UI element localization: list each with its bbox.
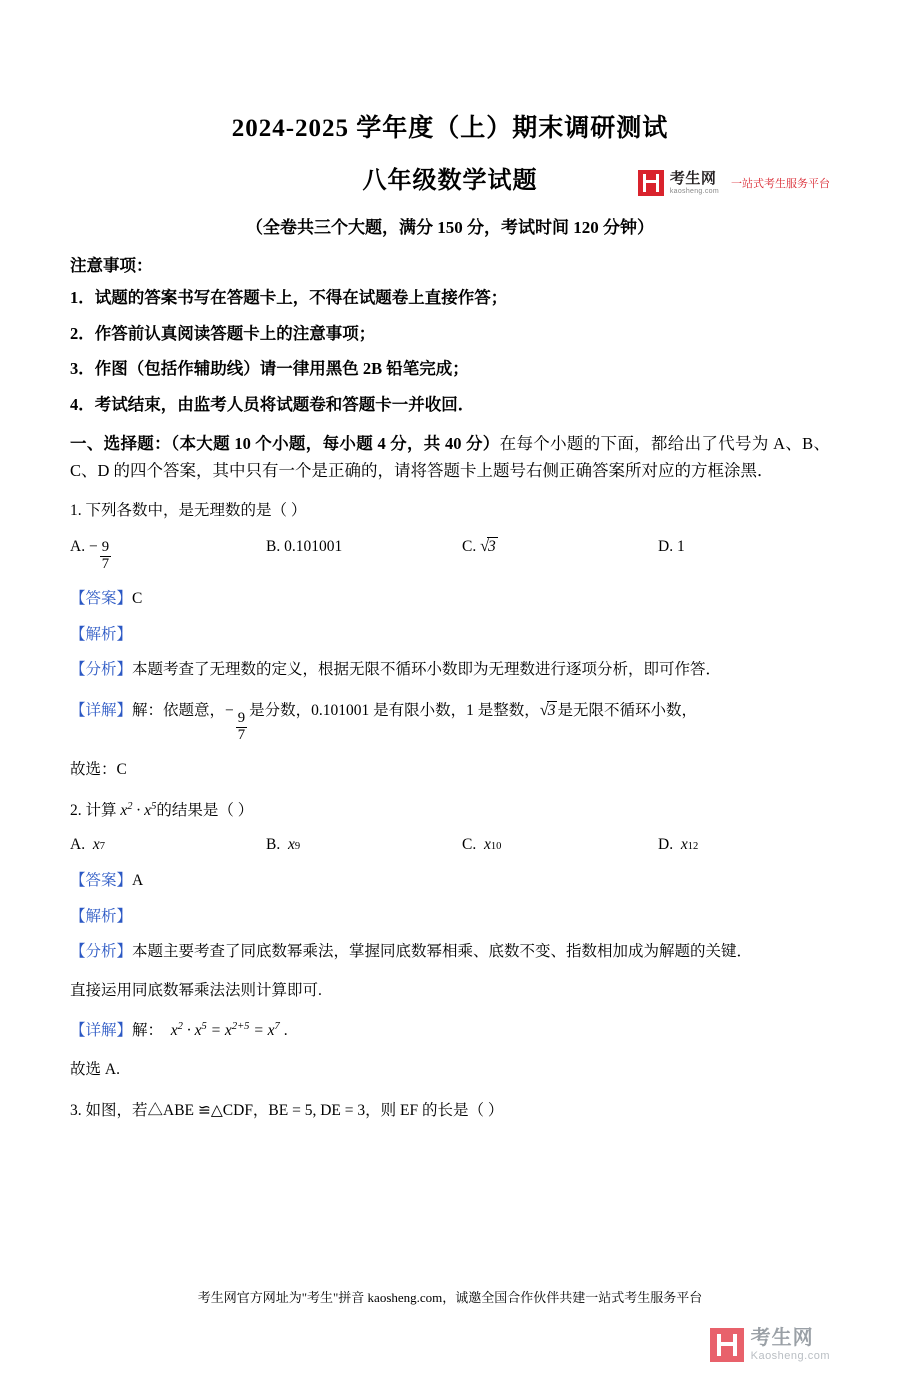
section-one-lead-regular: 在每个小题的下面，都给出了代号为 A、B、C、D 的四个答案，其中只有一个是正确的，请将答题卡上题号右侧正确答案所对应的方框涂黑． <box>70 433 831 480</box>
xiangjie-fraction-sign: − <box>225 701 234 719</box>
option-b-exponent: 9 <box>294 841 301 853</box>
xiangjie-mid-2: 是无限不循环小数， <box>557 701 697 719</box>
option-d-base: x <box>680 836 688 854</box>
xiangjie-fraction <box>236 711 247 744</box>
xiangjie-tag: 【详解】 <box>70 701 133 719</box>
document-page <box>0 108 900 1380</box>
xiangjie-tag: 【详解】 <box>70 1021 133 1039</box>
question-2-answer <box>70 868 830 890</box>
answer-value: A <box>132 872 144 890</box>
option-b-label: B. <box>266 537 281 555</box>
question-1-options <box>70 537 830 573</box>
notice-heading: 注意事项： <box>70 256 153 275</box>
question-2-conclusion: 故选 A. <box>70 1061 120 1079</box>
option-b-base: x <box>287 836 295 854</box>
answer-tag: 【答案】 <box>70 872 133 890</box>
brand-name: 考生网 <box>669 170 717 187</box>
analysis-tag: 【解析】 <box>70 626 133 644</box>
xiangjie-mid-1: 是分数，0.101001 是有限小数，1 是整数， <box>249 701 540 719</box>
notice-item: 1．试题的答案书写在答题卡上，不得在试题卷上直接作答； <box>70 288 508 307</box>
option-a-fraction <box>100 540 111 573</box>
exam-meta: （全卷共三个大题，满分 150 分，考试时间 120 分钟） <box>246 218 654 237</box>
option-b-label: B. <box>266 836 281 854</box>
analysis-tag: 【解析】 <box>70 908 133 926</box>
option-c-base: x <box>483 836 491 854</box>
option-a-sign: − <box>88 537 98 555</box>
brand-domain: kaosheng.com <box>669 188 719 195</box>
radical-sign: √ <box>539 700 549 719</box>
question-2-option-c <box>462 836 658 854</box>
question-1-fenxi <box>70 657 830 683</box>
answer-tag: 【答案】 <box>70 590 133 608</box>
question-2-option-d <box>658 836 808 854</box>
section-one-lead <box>70 431 830 484</box>
fenxi-tag: 【分析】 <box>70 943 133 961</box>
radical-sign: √ <box>480 536 490 555</box>
question-1-analysis-tag <box>70 622 830 644</box>
header-brand-text <box>670 171 719 195</box>
question-2-fenxi-2: 直接运用同底数幂乘法法则计算即可. <box>70 982 322 1000</box>
notice-item: 2．作答前认真阅读答题卡上的注意事项； <box>70 323 376 343</box>
question-1-option-b <box>266 538 462 556</box>
kaosheng-logo-icon <box>638 170 664 196</box>
question-1-option-c <box>462 537 658 556</box>
radicand: 3 <box>547 701 556 719</box>
xiangjie-math: $x^2 \cdot x^5 = x^{2+5} = x^7$ <box>170 1020 280 1039</box>
question-2-stem-pre: 2. 计算 <box>70 801 117 819</box>
question-1-answer <box>70 586 830 608</box>
option-b-value: 0.101001 <box>284 537 343 555</box>
option-a-label: A. <box>70 836 86 854</box>
question-2-options <box>70 836 830 854</box>
question-2-fenxi <box>70 939 830 965</box>
question-1-conclusion: 故选：C <box>70 761 127 779</box>
option-a-label: A. <box>70 537 86 555</box>
fraction-denominator: 7 <box>101 555 110 572</box>
question-1-option-a <box>70 538 266 573</box>
fraction-numerator: 9 <box>101 538 110 555</box>
option-d-label: D. <box>658 836 674 854</box>
option-d-label: D. <box>658 537 674 555</box>
question-2-stem-math: $x^2 \cdot x^5$ <box>120 800 157 819</box>
option-a-exponent: 7 <box>99 841 105 853</box>
question-1-stem: 1. 下列各数中，是无理数的是（ ） <box>70 502 307 520</box>
footer-brand-domain: Kaosheng.com <box>750 1350 830 1362</box>
footer-note: 考生网官方网址为"考生"拼音 kaosheng.com，诚邀全国合作伙伴共建一站式考生服务平台 <box>197 1290 703 1305</box>
question-2-stem <box>70 798 830 825</box>
question-2-stem-post: 的结果是（ ） <box>156 801 254 819</box>
question-1-option-d <box>658 538 808 556</box>
brand-slogan: 一站式考生服务平台 <box>731 178 830 190</box>
page-subtitle: 八年级数学试题 <box>362 168 538 194</box>
notice-item: 4．考试结束，由监考人员将试题卷和答题卡一并收回． <box>70 395 475 415</box>
fenxi-tag: 【分析】 <box>70 661 133 679</box>
question-2-option-a <box>70 836 266 854</box>
fenxi-text: 本题主要考查了同底数幂乘法，掌握同底数幂相乘、底数不变、指数相加成为解题的关键． <box>132 943 753 961</box>
option-c-exponent: 10 <box>490 841 502 853</box>
option-a-base: x <box>92 836 100 854</box>
xiangjie-pre: 解： <box>132 1021 164 1039</box>
option-c-label: C. <box>462 836 477 854</box>
fenxi-text: 本题考查了无理数的定义，根据无限不循环小数即为无理数进行逐项分析，即可作答． <box>132 661 722 679</box>
question-2-xiangjie: 【详解】解： $x^2 \cdot x^5 = x^{2+5} = x^7$ . <box>70 1020 288 1039</box>
answer-value: C <box>132 590 143 608</box>
notice-item: 3．作图（包括作辅助线）请一律用黑色 2B 铅笔完成； <box>70 359 469 379</box>
footer-brand-text <box>751 1328 830 1362</box>
footer-brand-logo <box>710 1328 830 1362</box>
radicand: 3 <box>488 537 496 555</box>
option-c-sqrt <box>480 537 498 556</box>
option-d-value: 1 <box>676 537 685 555</box>
kaosheng-watermark-icon <box>710 1328 744 1362</box>
question-2-option-b <box>266 836 462 854</box>
xiangjie-sqrt <box>540 697 558 725</box>
question-1-xiangjie <box>70 697 830 744</box>
option-c-label: C. <box>462 537 477 555</box>
footer-brand-name: 考生网 <box>750 1327 814 1349</box>
header-brand-logo <box>638 170 830 196</box>
question-3-stem: 3. 如图，若△ABE ≌△CDF，BE = 5, DE = 3，则 EF 的长是（ ） <box>70 1101 504 1119</box>
page-title: 2024-2025 学年度（上）期末调研测试 <box>231 115 669 142</box>
fraction-denominator: 7 <box>237 727 246 744</box>
question-2-analysis-tag <box>70 904 830 926</box>
xiangjie-pre: 解：依题意， <box>132 701 226 719</box>
option-d-exponent: 12 <box>687 841 699 853</box>
section-one-lead-bold: 一、选择题：（本大题 10 个小题，每小题 4 分，共 40 分） <box>70 433 500 453</box>
fraction-numerator: 9 <box>237 710 246 727</box>
